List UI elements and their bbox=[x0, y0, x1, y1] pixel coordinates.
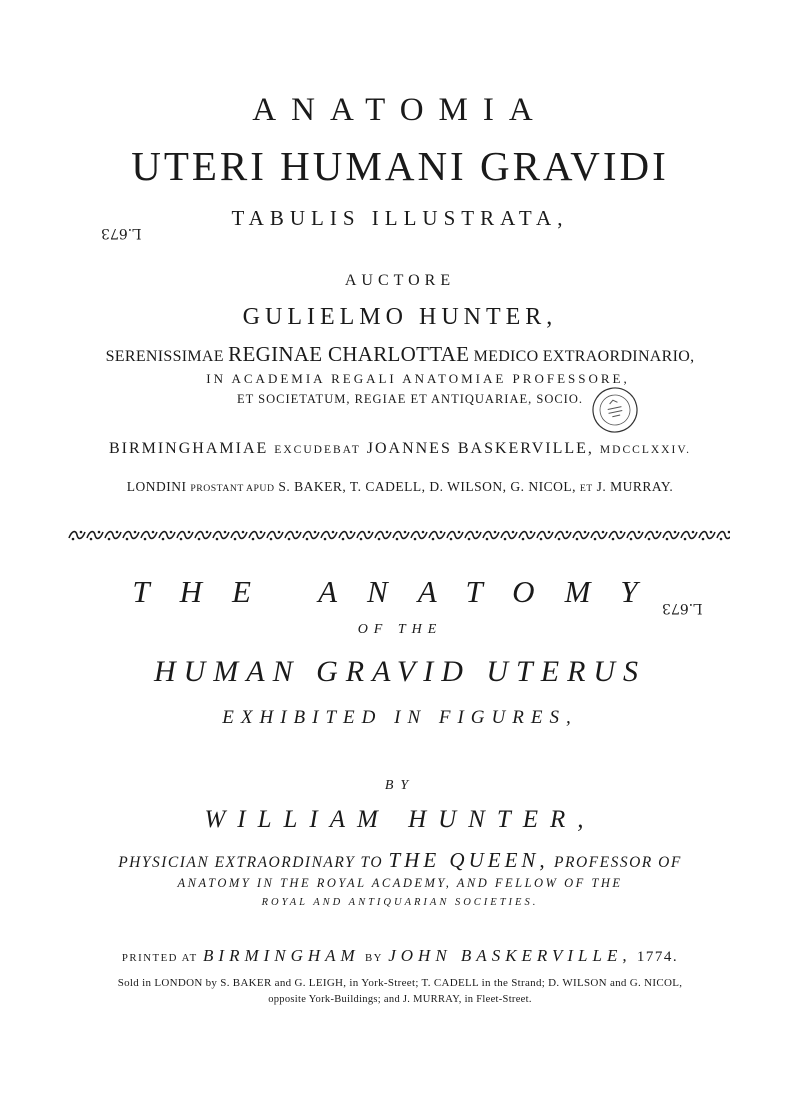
printed-by: BY bbox=[364, 952, 383, 964]
ornamental-rule bbox=[68, 529, 730, 542]
shelfmark-upside-down: L.673 bbox=[662, 600, 703, 616]
imprint-year: MDCCLXXIV. bbox=[599, 444, 692, 456]
latin-credentials-line-3: ET SOCIETATUM, REGIAE ET ANTIQUARIAE, SOCIO. bbox=[237, 392, 583, 406]
latin-credentials-line-2: IN ACADEMIA REGALI ANATOMIAE PROFESSORE, bbox=[206, 371, 630, 386]
sale-verb: PROSTANT APUD bbox=[190, 483, 275, 494]
printed-year: 1774. bbox=[636, 949, 679, 965]
en-cred-queen: THE QUEEN, bbox=[388, 848, 549, 872]
latin-cred-pre: SERENISSIMAE bbox=[105, 348, 224, 365]
latin-title-line-3: TABULIS ILLUSTRATA, bbox=[231, 206, 569, 230]
english-sold-line-2: opposite York-Buildings; and J. MURRAY, in Fleet-Street. bbox=[268, 994, 532, 1005]
english-credentials-line-2: ANATOMY IN THE ROYAL ACADEMY, AND FELLOW OF THE bbox=[177, 876, 623, 890]
latin-cred-queen: REGINAE CHARLOTTAE bbox=[228, 342, 470, 366]
english-credentials-line-1 bbox=[0, 848, 800, 873]
english-by: BY bbox=[384, 778, 416, 793]
english-title-line-3: HUMAN GRAVID UTERUS bbox=[153, 655, 647, 688]
imprint-verb: EXCUDEBAT bbox=[274, 444, 361, 456]
latin-cred-post: MEDICO EXTRAORDINARIO, bbox=[473, 348, 695, 365]
latin-title-line-2: UTERI HUMANI GRAVIDI bbox=[131, 143, 669, 189]
english-title-line-4: EXHIBITED IN FIGURES, bbox=[222, 707, 578, 728]
en-cred-pre: PHYSICIAN EXTRAORDINARY TO bbox=[118, 854, 384, 871]
english-title-line-1: THE ANATOMY bbox=[132, 574, 668, 609]
imprint-printer: JOANNES BASKERVILLE, bbox=[366, 440, 594, 457]
english-title-line-2: OF THE bbox=[357, 622, 443, 637]
printed-printer: JOHN BASKERVILLE, bbox=[388, 946, 632, 965]
imprint-city: BIRMINGHAMIAE bbox=[108, 440, 269, 457]
printed-city: BIRMINGHAM bbox=[203, 946, 360, 965]
english-credentials-line-3: ROYAL AND ANTIQUARIAN SOCIETIES. bbox=[261, 897, 539, 908]
shelfmark-upside-down: L.673 bbox=[101, 225, 142, 241]
english-printed-line bbox=[0, 946, 800, 966]
sale-names-a: S. BAKER, T. CADELL, D. WILSON, G. NICOL, bbox=[278, 479, 576, 494]
sale-city: LONDINI bbox=[126, 479, 187, 494]
latin-author: GULIELMO HUNTER, bbox=[242, 304, 558, 330]
en-cred-post: PROFESSOR OF bbox=[554, 854, 682, 871]
latin-sale-line bbox=[0, 479, 800, 495]
latin-auctore: AUCTORE bbox=[344, 272, 456, 289]
printed-pre: PRINTED AT bbox=[121, 952, 198, 964]
english-author: WILLIAM HUNTER, bbox=[204, 806, 596, 833]
latin-credentials-line-1 bbox=[0, 342, 800, 367]
library-stamp bbox=[587, 382, 644, 439]
english-sold-line-1: Sold in LONDON by S. BAKER and G. LEIGH, in York-Street; T. CADELL in the Strand; D. WILSON and G. NICOL, bbox=[117, 977, 683, 989]
sale-names-b: J. MURRAY. bbox=[596, 479, 674, 494]
latin-title-line-1: ANATOMIA bbox=[252, 92, 548, 128]
sale-et: ET bbox=[579, 483, 593, 494]
latin-imprint bbox=[0, 440, 800, 458]
